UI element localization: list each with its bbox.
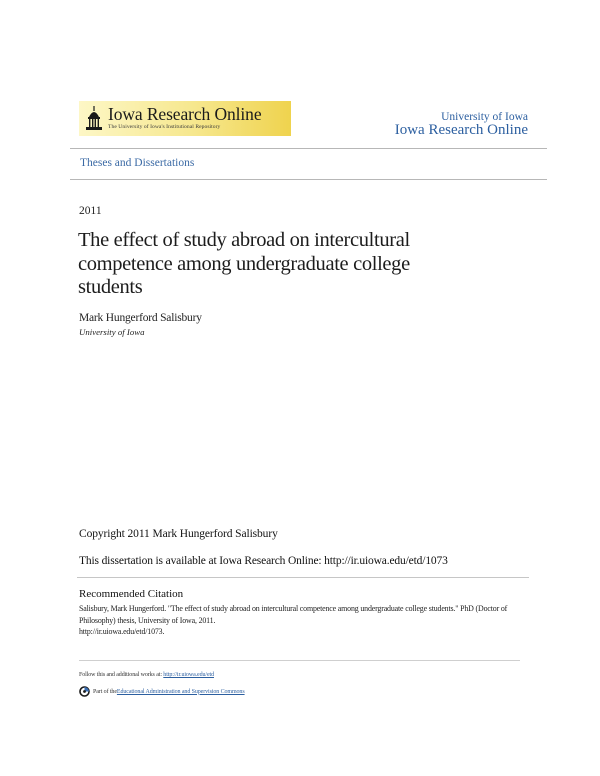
logo-title: Iowa Research Online <box>108 103 262 124</box>
bepress-commons-icon <box>79 686 90 697</box>
citation-body: Salisbury, Mark Hungerford. "The effect of study abroad on intercultural competence among undergraduate college students." PhD (Doctor of Philosophy) thesis, University of Iowa, 2011. <box>79 604 508 625</box>
citation-text <box>79 603 519 638</box>
author-name[interactable]: Mark Hungerford Salisbury <box>79 312 202 324</box>
discipline-link[interactable]: Educational Administration and Supervision Commons <box>116 688 245 695</box>
copyright-statement: Copyright 2011 Mark Hungerford Salisbury <box>79 528 278 540</box>
citation-url: http://ir.uiowa.edu/etd/1073. <box>79 627 165 636</box>
logo-subtitle: The University of Iowa's Institutional Repository <box>108 124 221 131</box>
university-name[interactable]: University of Iowa <box>441 111 528 123</box>
part-of-line <box>79 686 245 697</box>
author-affiliation: University of Iowa <box>79 327 145 337</box>
institution-heading <box>395 111 528 139</box>
recommended-citation-heading: Recommended Citation <box>79 588 184 600</box>
divider <box>77 577 529 578</box>
document-title: The effect of study abroad on intercultural competence among undergraduate college students <box>78 229 410 298</box>
publication-year: 2011 <box>79 205 102 217</box>
divider <box>79 660 520 661</box>
partof-prefix: Part of the <box>93 688 117 695</box>
repository-name[interactable]: Iowa Research Online <box>394 122 528 139</box>
follow-link[interactable]: http://ir.uiowa.edu/etd <box>163 672 214 678</box>
follow-prefix: Follow this and additional works at: <box>79 672 164 678</box>
follow-line <box>79 672 214 678</box>
old-capitol-dome-icon <box>84 105 104 133</box>
series-link[interactable]: Theses and Dissertations <box>80 157 195 169</box>
iro-logo[interactable] <box>79 101 291 136</box>
divider <box>70 148 547 149</box>
divider <box>70 179 547 180</box>
availability-statement: This dissertation is available at Iowa Research Online: http://ir.uiowa.edu/etd/1073 <box>79 555 448 567</box>
